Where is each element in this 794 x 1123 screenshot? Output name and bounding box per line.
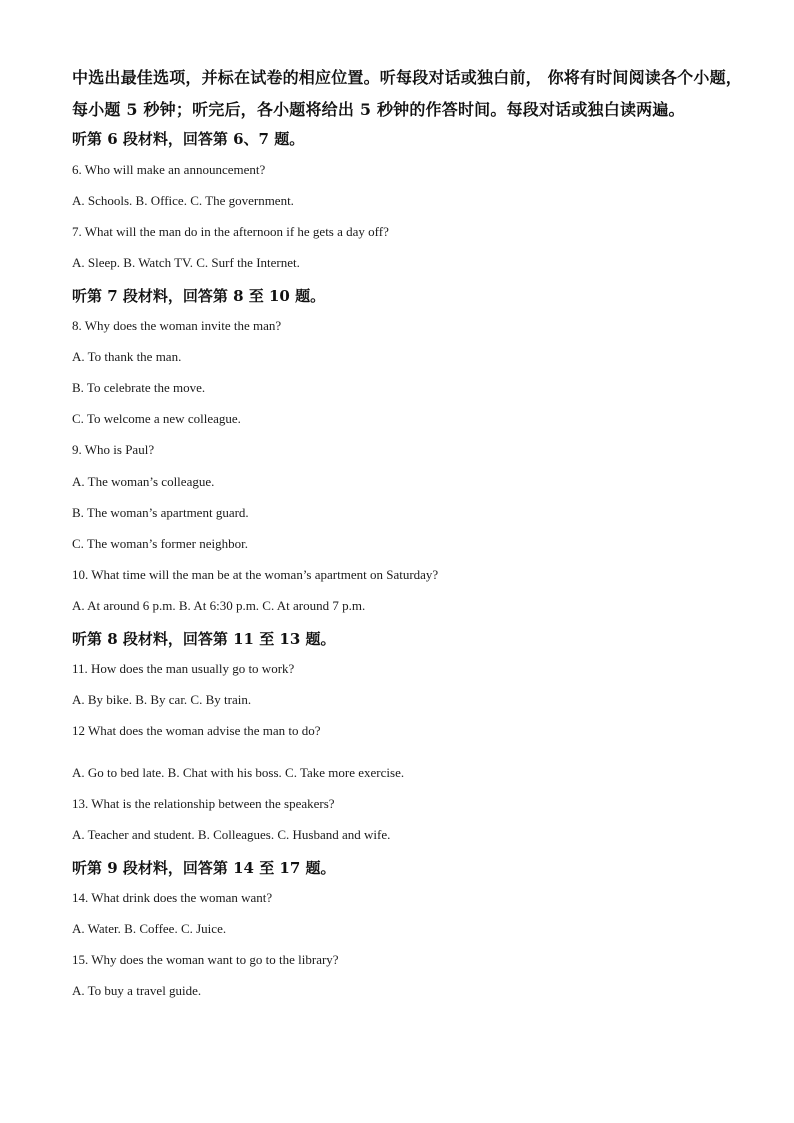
- question-15: 15. Why does the woman want to go to the library?: [72, 952, 339, 967]
- options-7: A. Sleep. B. Watch TV. C. Surf the Internet.: [72, 255, 300, 270]
- option-15a: A. To buy a travel guide.: [72, 983, 202, 998]
- option-8b: B. To celebrate the move.: [72, 380, 206, 395]
- instructions-paragraph: 中选出最佳选项，并标在试卷的相应位置。听每段对话或独白前， 你将有时间阅读各个小题，每小题 5 秒钟；听完后，各小题将给出 5 秒钟的作答时间。每段对话或独白读两遍。: [72, 68, 742, 119]
- option-8c: C. To welcome a new colleague.: [72, 411, 241, 426]
- question-9: 9. Who is Paul?: [72, 442, 155, 457]
- question-10: 10. What time will the man be at the woman’s apartment on Saturday?: [72, 567, 439, 582]
- question-6: 6. Who will make an announcement?: [72, 162, 266, 177]
- option-8a: A. To thank the man.: [72, 349, 182, 364]
- question-12: 12 What does the woman advise the man to do?: [72, 723, 321, 738]
- section-heading-8: 听第 8 段材料，回答第 11 至 13 题。: [72, 630, 336, 648]
- option-9a: A. The woman’s colleague.: [72, 474, 215, 489]
- options-6: A. Schools. B. Office. C. The government.: [72, 193, 294, 208]
- question-14: 14. What drink does the woman want?: [72, 890, 273, 905]
- question-13: 13. What is the relationship between the speakers?: [72, 796, 335, 811]
- section-heading-7: 听第 7 段材料，回答第 8 至 10 题。: [72, 287, 326, 305]
- option-9c: C. The woman’s former neighbor.: [72, 536, 248, 551]
- options-10: A. At around 6 p.m. B. At 6:30 p.m. C. At around 7 p.m.: [72, 598, 366, 613]
- section-heading-6: 听第 6 段材料，回答第 6、7 题。: [72, 130, 305, 148]
- option-9b: B. The woman’s apartment guard.: [72, 505, 249, 520]
- question-8: 8. Why does the woman invite the man?: [72, 318, 282, 333]
- options-11: A. By bike. B. By car. C. By train.: [72, 692, 252, 707]
- options-14: A. Water. B. Coffee. C. Juice.: [72, 921, 227, 936]
- question-11: 11. How does the man usually go to work?: [72, 661, 295, 676]
- question-7: 7. What will the man do in the afternoon if he gets a day off?: [72, 224, 389, 239]
- options-13: A. Teacher and student. B. Colleagues. C. Husband and wife.: [72, 827, 391, 842]
- section-heading-9: 听第 9 段材料，回答第 14 至 17 题。: [72, 859, 336, 877]
- options-12: A. Go to bed late. B. Chat with his boss. C. Take more exercise.: [72, 765, 405, 780]
